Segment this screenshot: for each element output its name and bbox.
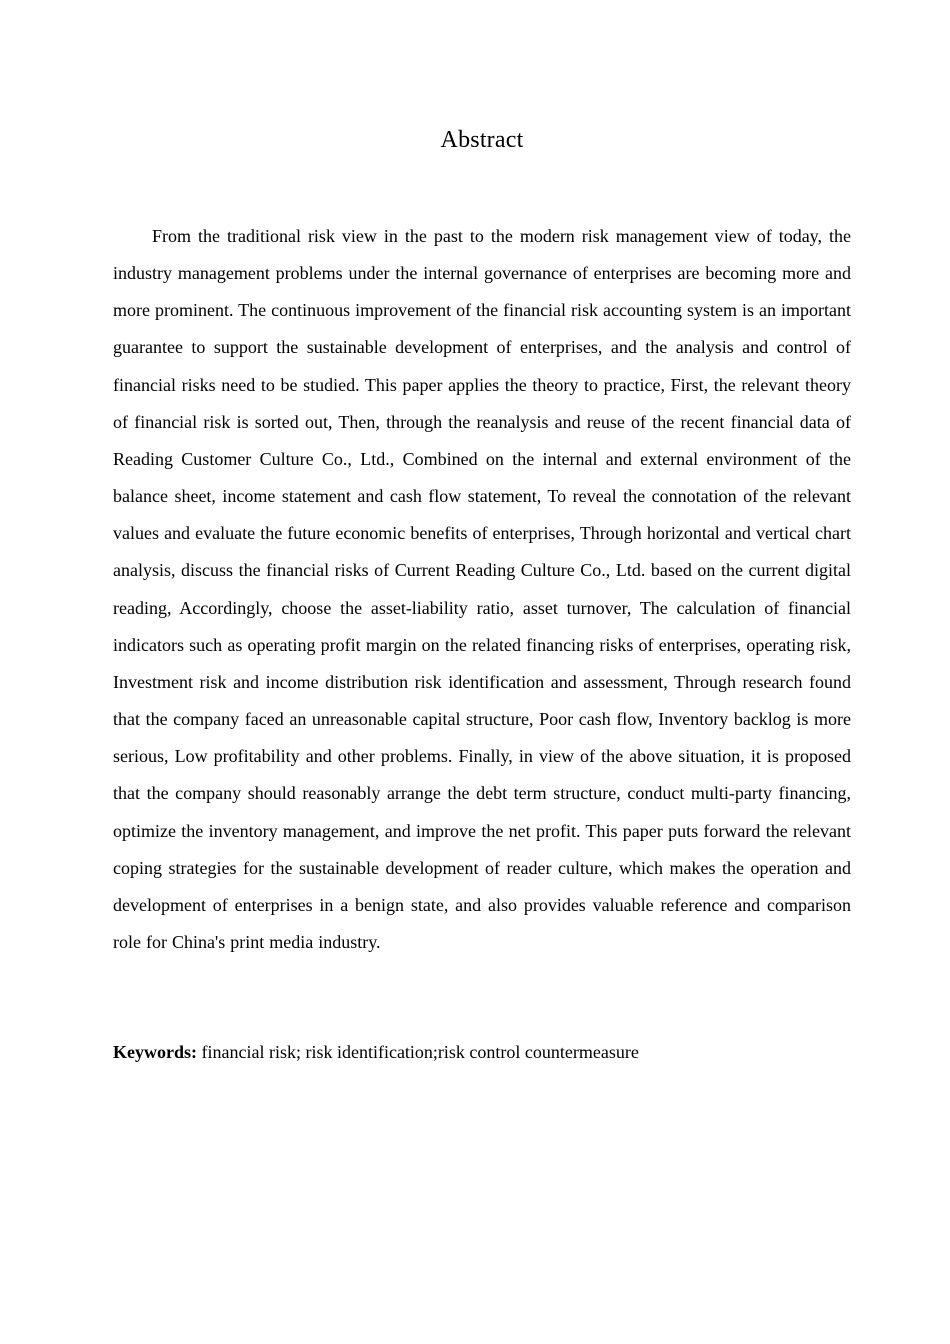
keywords-text: financial risk; risk identification;risk control countermeasure	[197, 1042, 639, 1062]
abstract-title: Abstract	[440, 127, 524, 153]
keywords-label: Keywords:	[113, 1042, 197, 1062]
keywords-line	[113, 1038, 851, 1066]
abstract-body: From the traditional risk view in the past to the modern risk management view of today, the industry management problems under the internal governance of enterprises are becoming more and more prominent. The continuous improvement of the financial risk accounting system is an important guarantee to support the sustainable development of enterprises, and the analysis and control of financial risks need to be studied. This paper applies the theory to practice, First, the relevant theory of financial risk is sorted out, Then, through the reanalysis and reuse of the recent financial data of Reading Customer Culture Co., Ltd., Combined on the internal and external environment of the balance sheet, income statement and cash flow statement, To reveal the connotation of the relevant values and evaluate the future economic benefits of enterprises, Through horizontal and vertical chart analysis, discuss the financial risks of Current Reading Culture Co., Ltd. based on the current digital reading, Accordingly, choose the asset-liability ratio, asset turnover, The calculation of financial indicators such as operating profit margin on the related financing risks of enterprises, operating risk, Investment risk and income distribution risk identification and assessment, Through research found that the company faced an unreasonable capital structure, Poor cash flow, Inventory backlog is more serious, Low profitability and other problems. Finally, in view of the above situation, it is proposed that the company should reasonably arrange the debt term structure, conduct multi-party financing, optimize the inventory management, and improve the net profit. This paper puts forward the relevant coping strategies for the sustainable development of reader culture, which makes the operation and development of enterprises in a benign state, and also provides valuable reference and comparison role for China's print media industry.	[113, 226, 852, 952]
